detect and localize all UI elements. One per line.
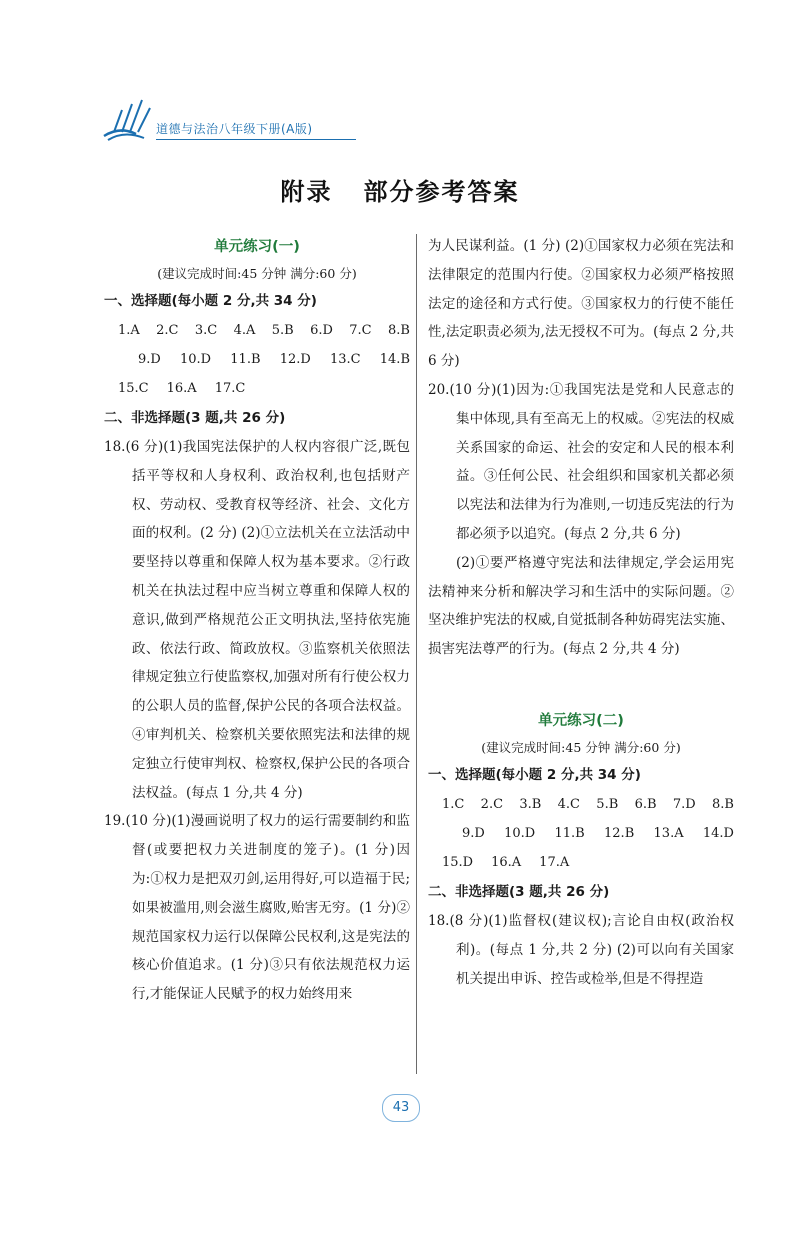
unit1-title: 单元练习(一) [214,239,300,255]
unit1-q19-answer: 19.(10 分)(1)漫画说明了权力的运行需要制约和监督(或要把权力关进制度的笼子)。(1 分)因为:①权力是把双刃剑,运用得好,可以造福于民;如果被滥用,则会滋生腐败,贻害无穷。(1 分)②规范国家权力运行以保障公民权利,这是宪法的核心价值追求。(1 分)③只有依法规范权力运行,才能保证人民赋予的权力始终用来 [104,813,410,1003]
right-column [428,232,734,993]
answer: 4.C [557,796,580,812]
answer: 10.D [504,825,536,841]
answer: 9.D [462,825,485,841]
answer: 13.A [653,825,684,841]
answer: 17.C [214,381,246,396]
answer: 1.C [442,796,465,812]
unit1-mc-row-3 [104,374,410,403]
unit2-mc-row-2 [428,819,734,848]
answer: 17.A [539,854,570,870]
answer: 8.B [387,323,410,338]
unit2-nonmc-heading: 二、非选择题(3 题,共 26 分) [428,883,610,900]
book-header [100,96,360,144]
answer: 7.D [672,796,696,812]
answer: 15.C [118,381,149,396]
unit1-q20-answer-part1: 20.(10 分)(1)因为:①我国宪法是党和人民意志的集中体现,具有至高无上的权威。②宪法的权威关系国家的命运、社会的安定和人民的根本利益。③任何公民、社会组织和国家机关都必须以宪法和法律为行为准则,一切违反宪法的行为都必须予以追究。(每点 2 分,共 6 分) [428,381,734,542]
answer: 3.C [194,323,218,338]
answer: 14.D [702,825,734,841]
answer: 4.A [233,323,256,338]
unit1-mc-row-2 [104,345,410,374]
answer: 6.B [634,796,657,812]
answer: 15.D [442,854,474,870]
answer: 7.C [349,323,372,338]
answer: 1.A [118,323,140,338]
unit2-mc-heading: 一、选择题(每小题 2 分,共 34 分) [428,766,641,783]
unit1-q19-answer-continued: 为人民谋利益。(1 分) (2)①国家权力必须在宪法和法律限定的范围内行使。②国家权力必须严格按照法定的途径和方式行使。③国家权力的行使不能任性,法定职责必须为,法无授权不可为。(每点 2 分,共 6 分) [428,238,734,370]
answer: 16.A [166,381,197,396]
answer: 5.B [596,796,619,812]
book-title: 道德与法治八年级下册(A版) [156,122,313,136]
answer: 5.B [271,323,294,338]
unit1-q20-answer-part2: (2)①要严格遵守宪法和法律规定,学会运用宪法精神来分析和解决学习和生活中的实际问题。②坚决维护宪法的权威,自觉抵制各种妨碍宪法实施、损害宪法尊严的行为。(每点 2 分,共 4 分) [428,554,734,658]
unit2-title: 单元练习(二) [538,712,624,729]
header-rule [156,139,356,140]
answer: 16.A [491,854,522,870]
page-title: 附录 部分参考答案 [280,178,520,206]
unit2-q18-answer: 18.(8 分)(1)监督权(建议权);言论自由权(政治权利)。(每点 1 分,共 2 分) (2)可以向有关国家机关提出申诉、控告或检举,但是不得捏造 [428,912,734,987]
answer: 2.C [480,796,504,812]
answer: 2.C [156,323,179,338]
left-column [104,232,410,1009]
book-logo-icon [100,96,156,144]
answer: 6.D [310,323,333,338]
answer: 12.D [279,352,311,367]
unit2-note: (建议完成时间:45 分钟 满分:60 分) [481,739,681,755]
answer: 9.D [138,352,161,367]
answer: 8.B [712,796,734,812]
column-divider [416,234,417,1074]
unit1-note: (建议完成时间:45 分钟 满分:60 分) [157,266,357,281]
answer: 14.B [379,352,410,367]
unit1-mc-heading: 一、选择题(每小题 2 分,共 34 分) [104,293,317,309]
unit1-nonmc-heading: 二、非选择题(3 题,共 26 分) [104,410,286,426]
answer: 3.B [519,796,542,812]
unit1-mc-row-1 [104,316,410,345]
unit1-q18-answer: 18.(6 分)(1)我国宪法保护的人权内容很广泛,既包括平等权和人身权利、政治权利,也包括财产权、劳动权、受教育权等经济、社会、文化方面的权利。(2 分) (2)①立法机关在立法活动中要坚持以尊重和保障人权为基本要求。②行政机关在执法过程中应当树立尊重和保障人权的意识,做到严格规范公正文明执法,坚持依宪施政、依法行政、简政放权。③监察机关依照法律规定独立行使监察权,加强对所有行使公权力的公职人员的监督,保护公民的各项合法权益。④审判机关、检察机关要依照宪法和法律的规定独立行使审判权、检察权,保护公民的各项合法权益。(每点 1 分,共 4 分) [104,439,410,801]
answer: 10.D [180,352,212,367]
answer: 11.B [230,352,261,367]
page-number: 43 [382,1094,420,1122]
unit2-mc-row-1 [428,790,734,819]
answer: 13.C [329,352,361,367]
answer: 11.B [554,825,585,841]
answer: 12.B [604,825,635,841]
unit2-mc-row-3 [428,848,734,877]
